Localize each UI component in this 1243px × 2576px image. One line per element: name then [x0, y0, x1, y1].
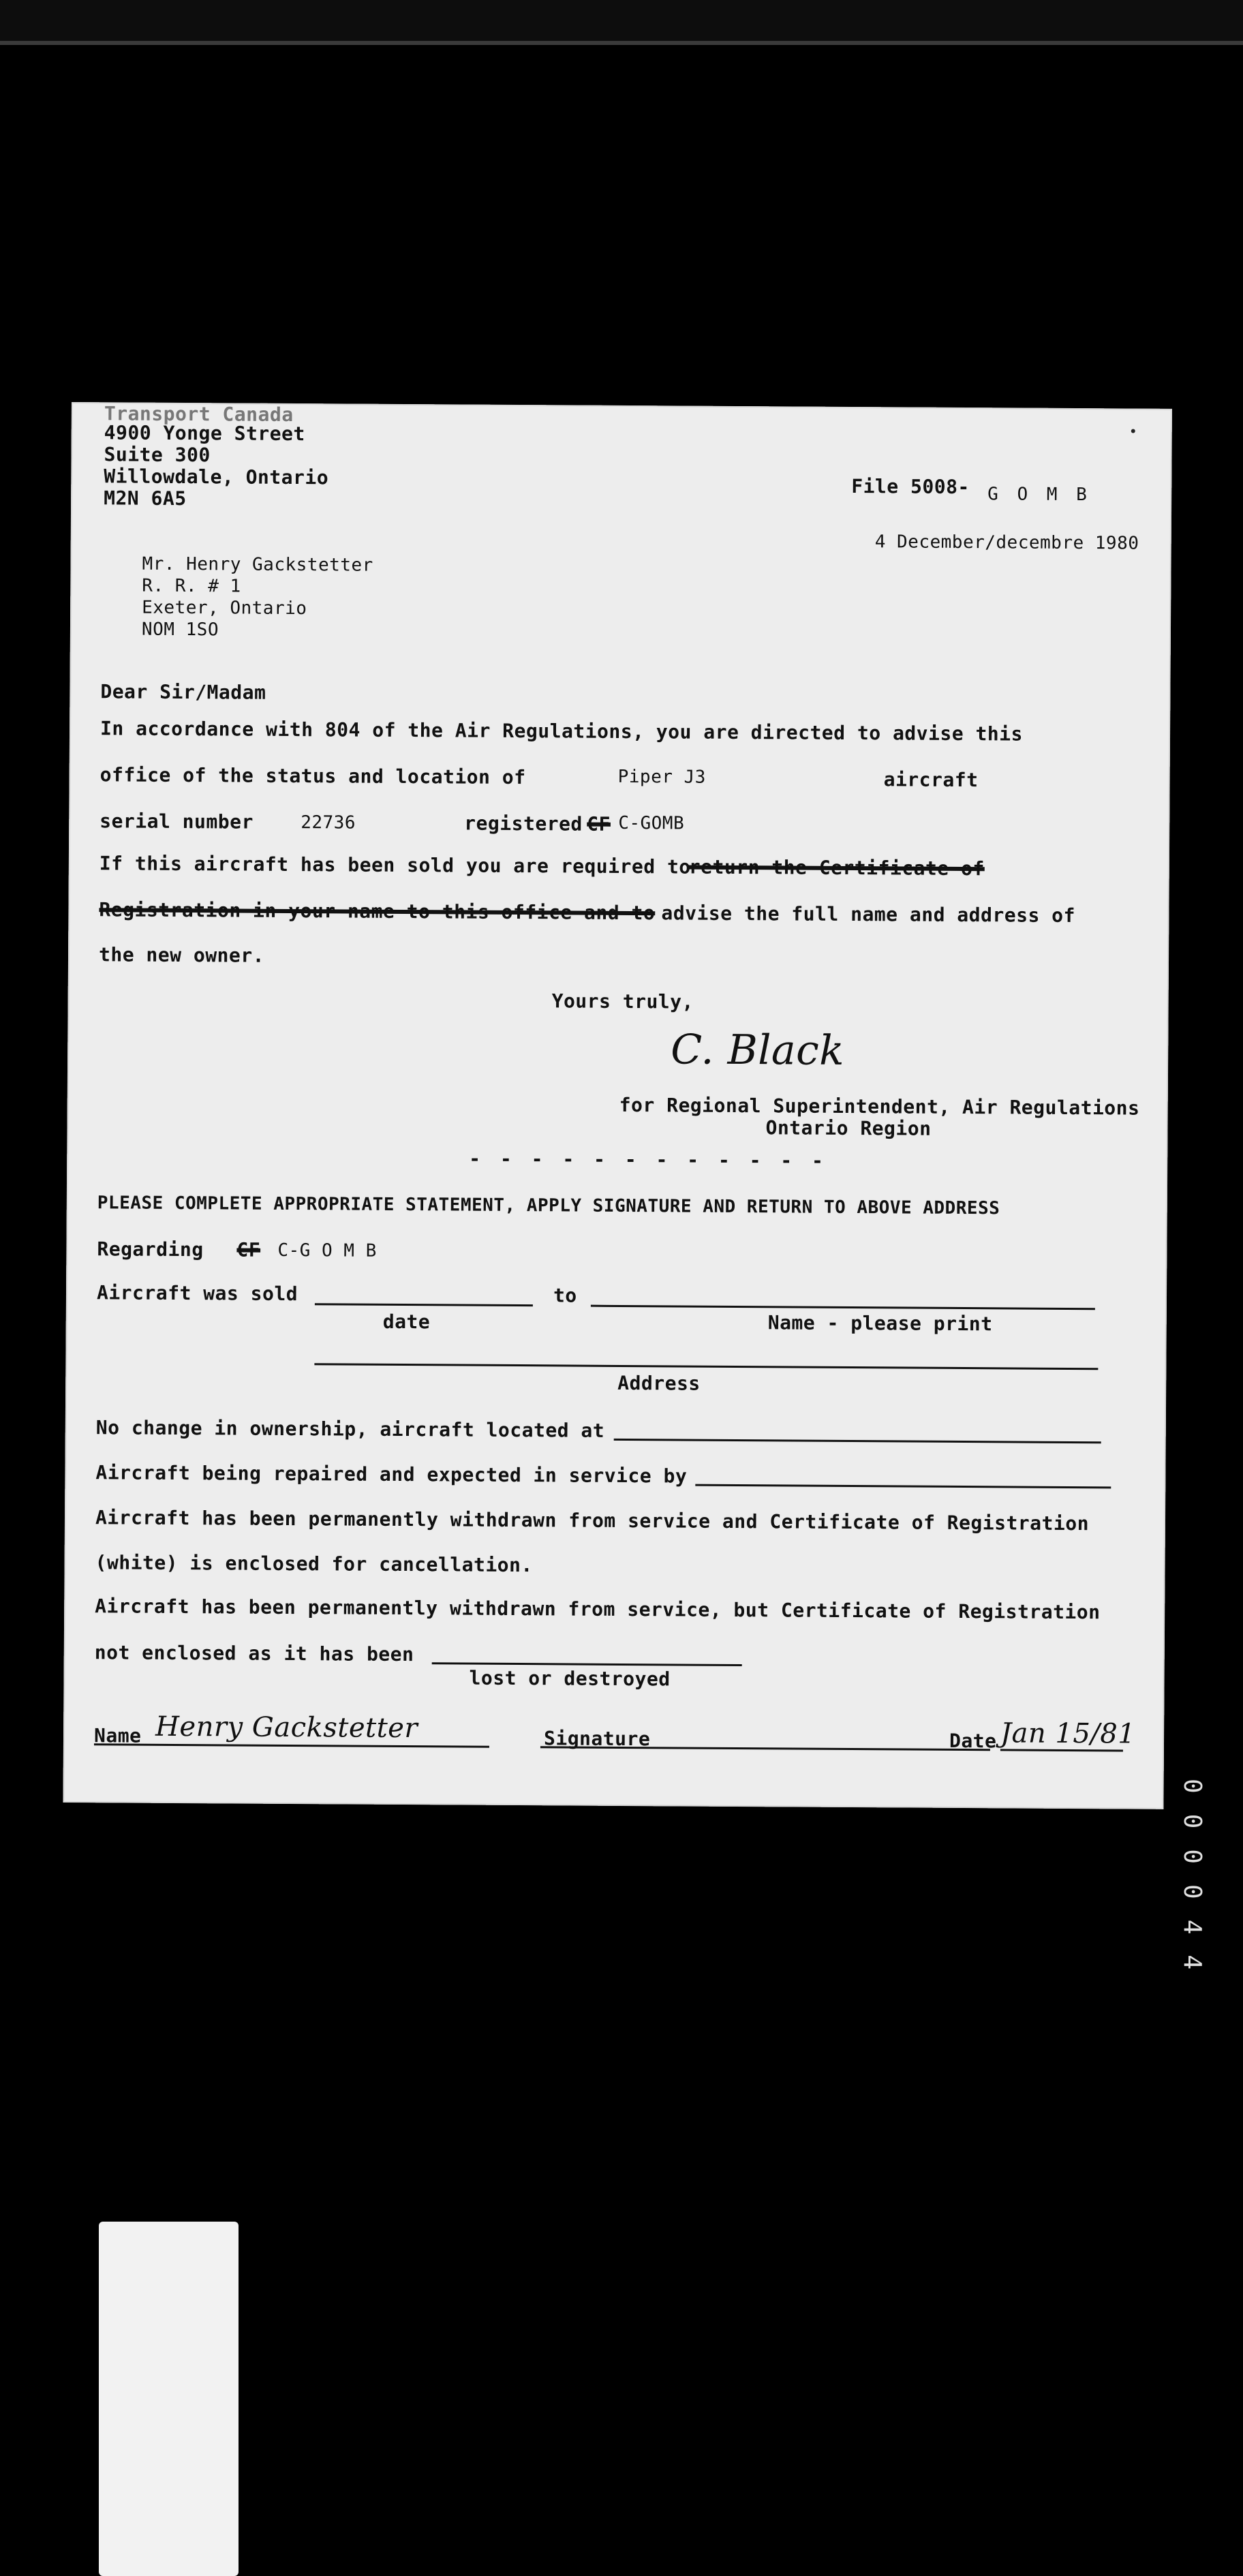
film-leader-patch [99, 2222, 239, 2576]
file-value: G O M B [987, 484, 1091, 506]
regarding-label: Regarding [97, 1238, 204, 1261]
sender-org: Transport Canada [104, 402, 294, 426]
struck-return-cert: return the Certificate of [688, 855, 985, 880]
withdrawn-1b-label: (white) is enclosed for cancellation. [95, 1551, 533, 1577]
sender-city: Willowdale, Ontario [104, 465, 329, 489]
recipient-name: Mr. Henry Gackstetter [142, 553, 373, 576]
body-line-3b: registered [464, 812, 583, 835]
to-label: to [553, 1284, 577, 1307]
film-frame-number: 000044 [1178, 1779, 1206, 1991]
struck-cf: CF [587, 812, 611, 835]
withdrawn-1-label: Aircraft has been permanently withdrawn from service and Certificate of Registration [95, 1506, 1090, 1535]
withdrawn-2-label: Aircraft has been permanently withdrawn from service, but Certificate of Registration [95, 1595, 1101, 1624]
new-owner-name-line[interactable] [591, 1305, 1095, 1310]
lost-destroyed-line[interactable] [432, 1662, 742, 1666]
signature-line[interactable] [540, 1746, 990, 1751]
official-signature: C. Black [670, 1026, 845, 1075]
lost-destroyed-caption: lost or destroyed [469, 1666, 671, 1691]
body-line-2b: aircraft [883, 768, 979, 792]
signature-region: Ontario Region [765, 1116, 932, 1140]
withdrawn-2b-label: not enclosed as it has been [94, 1641, 414, 1666]
regarding-value: C-G O M B [277, 1240, 377, 1261]
sold-label: Aircraft was sold [96, 1281, 298, 1306]
recipient-postal: NOM 1SO [141, 619, 219, 641]
closing: Yours truly, [551, 990, 694, 1013]
new-owner-address-line[interactable] [314, 1363, 1098, 1370]
date-line[interactable] [1000, 1749, 1123, 1751]
sold-date-line[interactable] [315, 1303, 533, 1306]
aircraft-type: Piper J3 [617, 766, 706, 788]
signature-label: Signature [543, 1727, 651, 1751]
signer-name: Henry Gackstetter [155, 1711, 418, 1745]
regarding-struck: CF [236, 1238, 261, 1261]
date-caption: date [382, 1310, 431, 1334]
address-caption: Address [617, 1371, 701, 1395]
sender-suite: Suite 300 [104, 443, 211, 467]
in-service-date-line[interactable] [695, 1484, 1111, 1489]
section-divider: - - - - - - - - - - - - [469, 1147, 828, 1172]
location-line[interactable] [614, 1439, 1101, 1443]
film-top-edge [0, 0, 1243, 41]
body-line-3a: serial number [99, 810, 254, 833]
sender-street: 4900 Yonge Street [104, 421, 305, 446]
recipient-city: Exeter, Ontario [142, 597, 307, 619]
date-label: Date [949, 1729, 997, 1753]
repaired-label: Aircraft being repaired and expected in service by [95, 1461, 688, 1488]
salutation: Dear Sir/Madam [100, 680, 266, 704]
punch-mark [1131, 429, 1135, 433]
signer-name-line[interactable] [94, 1743, 489, 1748]
name-caption: Name - please print [767, 1311, 993, 1336]
recipient-rr: R. R. # 1 [142, 575, 241, 597]
body-line-4a: If this aircraft has been sold you are required to [99, 852, 691, 878]
file-label: File 5008- [851, 474, 970, 499]
letter-page [63, 402, 1172, 1809]
form-heading: PLEASE COMPLETE APPROPRIATE STATEMENT, APPLY SIGNATURE AND RETURN TO ABOVE ADDRESS [97, 1193, 1000, 1219]
body-line-2a: office of the status and location of [99, 763, 526, 789]
body-line-6: the new owner. [98, 943, 265, 967]
body-line-5b: advise the full name and address of [661, 902, 1076, 927]
no-change-label: No change in ownership, aircraft located at [95, 1416, 605, 1442]
film-edge-line [0, 41, 1243, 45]
struck-registration: Registration in your name to this office and to [99, 898, 656, 925]
serial-number: 22736 [301, 812, 356, 833]
letter-date: 4 December/decembre 1980 [874, 532, 1139, 554]
name-label: Name [93, 1724, 142, 1747]
body-line-1: In accordance with 804 of the Air Regulations, you are directed to advise this [99, 717, 1024, 746]
registration: C-GOMB [618, 812, 685, 834]
signature-title: for Regional Superintendent, Air Regulations [619, 1093, 1140, 1120]
date-value: Jan 15/81 [1000, 1717, 1136, 1750]
sender-postal: M2N 6A5 [104, 487, 187, 510]
